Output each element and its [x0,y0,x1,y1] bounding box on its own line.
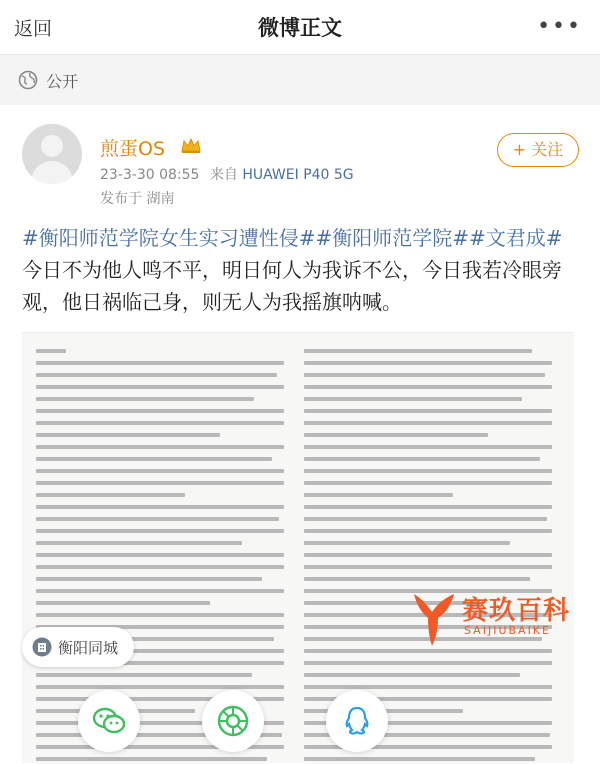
document-text-line [304,349,532,353]
back-button[interactable]: 返回 [14,18,53,40]
document-text-line [304,565,552,569]
share-wechat-button[interactable] [78,690,140,752]
document-text-line [304,397,522,401]
document-text-line [36,457,272,461]
document-text-line [304,505,552,509]
hashtag-link[interactable]: #衡阳师范学院女生实习遭性侵# [22,226,316,250]
hashtag-link[interactable]: #衡阳师范学院# [315,226,470,250]
globe-icon [18,70,38,90]
visibility-bar [0,55,600,105]
document-text-line [36,673,252,677]
avatar-head [41,135,63,157]
document-text-line [36,589,284,593]
document-text-line [304,529,552,533]
follow-button[interactable]: + 关注 [497,133,579,167]
document-text-line [304,361,552,365]
author-name[interactable]: 煎蛋OS [100,138,166,160]
location-tag[interactable] [22,627,134,667]
whale-tail-icon [410,590,458,648]
post-source[interactable]: HUAWEI P40 5G [242,167,354,183]
post-meta [100,164,354,184]
post-timestamp: 23-3-30 08:55 [100,167,200,183]
avatar[interactable] [22,124,82,184]
document-text-line [304,457,540,461]
document-text-line [304,553,552,557]
document-text-line [36,553,284,557]
document-text-line [36,409,284,413]
hashtag-link[interactable]: #文君成# [469,226,563,250]
post-text [22,222,582,318]
share-qq-button[interactable] [326,690,388,752]
document-text-line [304,661,552,665]
watermark-title: 赛玖百科 [462,596,571,626]
vip-crown-icon [180,136,202,154]
document-text-line [36,361,284,365]
post-location: 发布于 湖南 [100,191,175,207]
document-text-line [36,421,284,425]
more-options-button[interactable]: ••• [537,14,582,39]
watermark-logo [410,584,595,654]
document-text-line [36,601,210,605]
post-body-text: 今日不为他人鸣不平，明日何人为我诉不公，今日我若冷眼旁观，他日祸临己身，则无人为我摇旗呐喊。 [22,258,562,314]
source-prefix: 来自 [209,167,238,183]
document-text-line [36,577,262,581]
post-card [0,106,600,764]
document-text-line [304,469,552,473]
visibility-label: 公开 [46,72,79,91]
document-text-line [36,541,242,545]
location-tag-label: 衡阳同城 [58,639,119,657]
document-text-line [36,565,284,569]
wechat-icon [92,704,126,738]
document-text-line [304,373,545,377]
document-text-line [36,613,284,617]
document-text-line [36,481,284,485]
watermark-subtitle: SAIJIUBAIKE [464,624,551,637]
avatar-body [31,161,73,184]
document-text-line [36,373,277,377]
document-text-line [304,433,488,437]
building-icon [32,637,52,657]
document-text-line [36,505,284,509]
document-text-line [36,493,185,497]
moments-icon [216,704,250,738]
document-text-line [36,529,284,533]
page-title: 微博正文 [258,16,342,40]
document-text-line [36,469,284,473]
document-text-line [304,493,453,497]
document-text-line [304,385,552,389]
document-text-line [304,673,520,677]
top-navigation-bar [0,0,600,55]
document-text-line [304,409,552,413]
document-text-line [304,577,530,581]
document-text-line [304,421,552,425]
document-text-line [36,349,66,353]
document-text-line [36,397,254,401]
document-text-line [36,385,284,389]
document-text-line [304,541,510,545]
document-text-line [36,517,279,521]
document-text-line [304,517,547,521]
share-row [0,680,600,764]
qq-icon [340,704,374,738]
document-text-line [36,445,284,449]
document-text-line [304,445,552,449]
share-moments-button[interactable] [202,690,264,752]
document-text-line [36,433,220,437]
document-text-line [304,481,552,485]
